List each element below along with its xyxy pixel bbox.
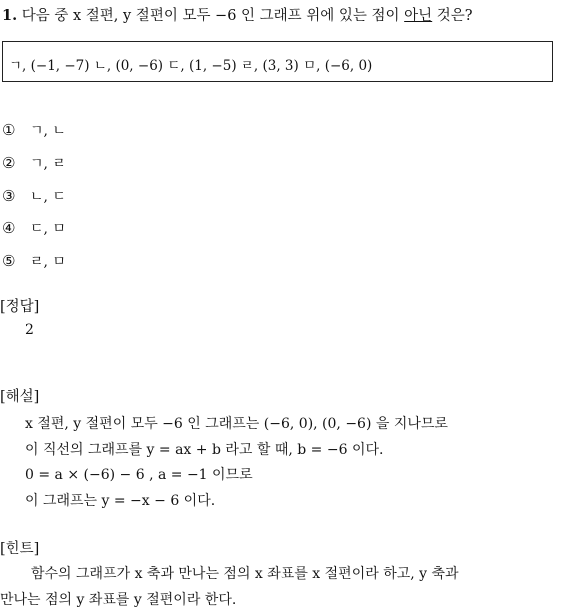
choice-text: ㄹ, ㅁ — [30, 254, 66, 270]
solution-line-3: 0 = a × (−6) − 6 , a = −1 이므로 — [25, 467, 253, 483]
solution-line-4: 이 그래프는 y = −x − 6 이다. — [25, 493, 216, 509]
choice-marker: ⑤ — [2, 252, 16, 270]
points-list: ㄱ, (−1, −7) ㄴ, (0, −6) ㄷ, (1, −5) ㄹ, (3, 3) ㅁ, (−6, 0) — [9, 58, 373, 74]
choice-text: ㄱ, ㄴ — [30, 123, 66, 139]
hint-line-2: 만나는 점의 y 좌표를 y 절편이라 한다. — [0, 592, 237, 608]
choice-marker: ② — [2, 154, 16, 172]
choice-4[interactable] — [2, 218, 66, 238]
choice-text: ㄷ, ㅁ — [30, 221, 66, 237]
answer-label: [정답] — [0, 299, 40, 315]
question-number: 1. — [2, 7, 18, 24]
choice-text: ㄱ, ㄹ — [30, 156, 66, 172]
question-underlined-word: 아닌 — [404, 8, 433, 24]
solution-line-2: 이 직선의 그래프를 y = ax + b 라고 할 때, b = −6 이다. — [25, 442, 384, 458]
choice-1[interactable] — [2, 120, 66, 140]
choice-text: ㄴ, ㄷ — [30, 189, 66, 205]
solution-label: [해설] — [0, 389, 40, 405]
points-box — [2, 41, 553, 82]
solution-line-1: x 절편, y 절편이 모두 −6 인 그래프는 (−6, 0), (0, −6) 을 지나므로 — [25, 416, 448, 432]
choice-marker: ③ — [2, 187, 16, 205]
hint-label: [힌트] — [0, 541, 40, 557]
question-text-after: 것은? — [432, 8, 473, 24]
choice-5[interactable] — [2, 251, 66, 271]
question-text-before: 다음 중 x 절편, y 절편이 모두 −6 인 그래프 위에 있는 점이 — [21, 8, 405, 24]
hint-line-1: 함수의 그래프가 x 축과 만나는 점의 x 좌표를 x 절편이라 하고, y 축과 — [31, 566, 459, 582]
choice-2[interactable] — [2, 153, 66, 173]
answer-value: 2 — [25, 322, 34, 338]
choice-3[interactable] — [2, 186, 66, 206]
choice-marker: ① — [2, 121, 16, 139]
question-stem — [2, 4, 473, 25]
choice-marker: ④ — [2, 219, 16, 237]
